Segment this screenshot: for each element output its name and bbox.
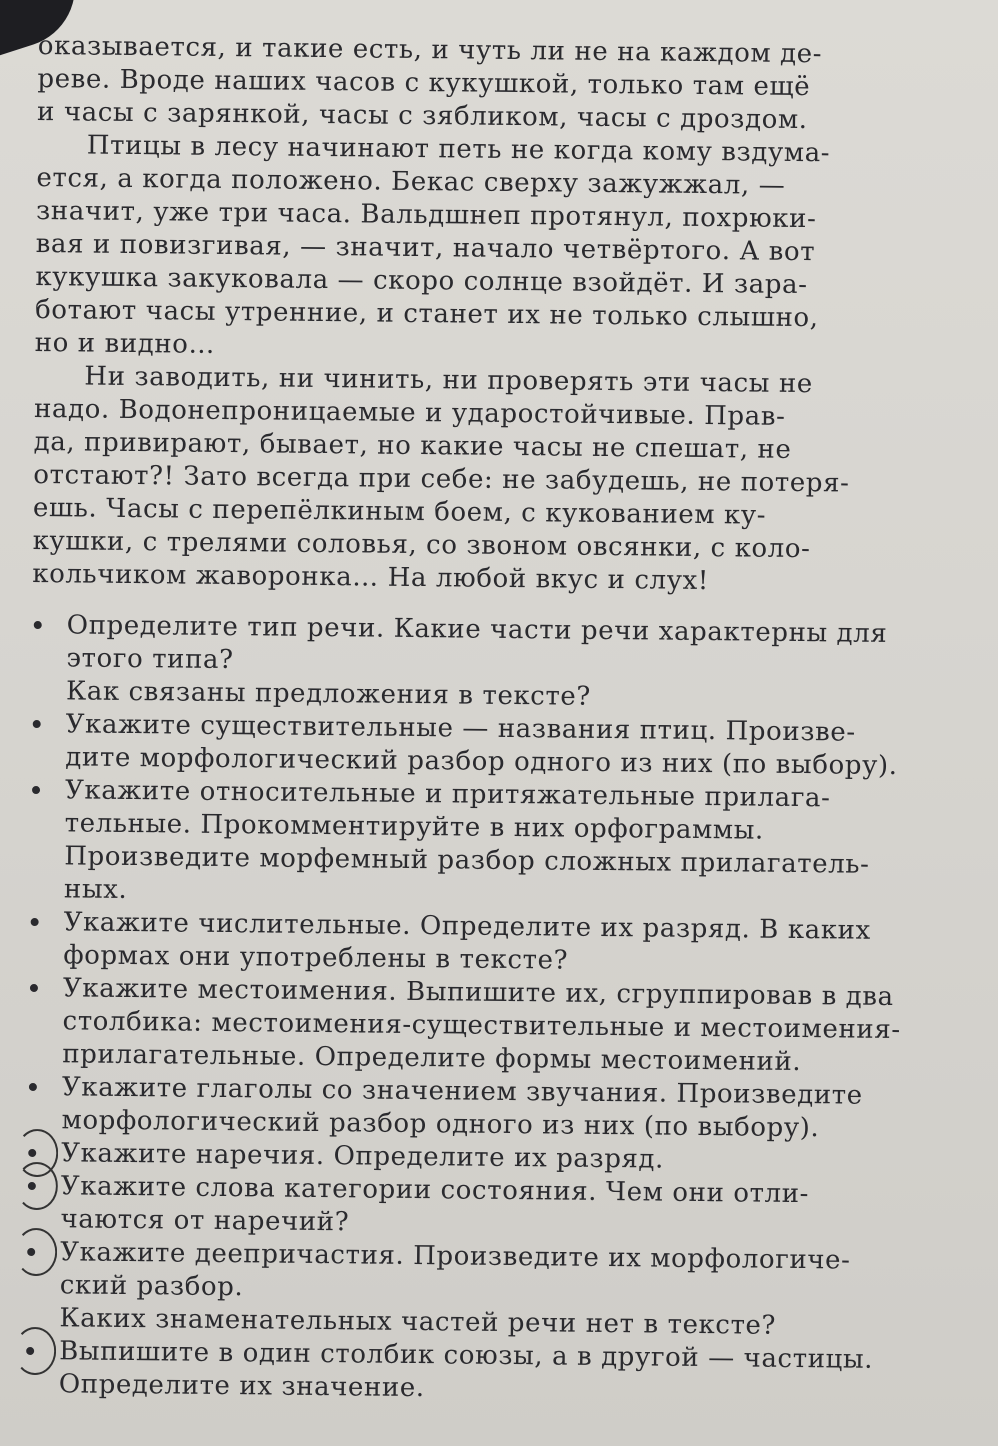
task-item	[25, 1236, 946, 1312]
task-text: ский разбор.	[59, 1270, 244, 1303]
task-text: прилагательные. Определите формы местоимений.	[62, 1039, 802, 1078]
task-text: Укажите глаголы со значением звучания. Произведите	[61, 1072, 863, 1111]
passage-line: отстают?! Зато всегда при себе: не забудешь, не потеря-	[33, 459, 850, 499]
passage-line: кушки, с трелями соловья, со звоном овсянки, с коло-	[32, 525, 811, 565]
task-item	[27, 972, 948, 1081]
passage-line: Ни заводить, ни чинить, ни проверять эти часы не	[84, 361, 814, 400]
passage-line: надо. Водонепроницаемые и ударостойчивые. Прав-	[33, 393, 786, 432]
task-text: Как связаны предложения в тексте?	[65, 676, 592, 712]
bullet-icon	[32, 786, 40, 794]
task-text: Укажите местоимения. Выпишите их, сгруппировав в два	[62, 973, 894, 1013]
task-item	[28, 906, 949, 982]
passage-line: значит, уже три часа. Вальдшнеп протянул, похрюки-	[35, 195, 817, 235]
text-block	[24, 30, 958, 1411]
passage-line: но и видно…	[34, 327, 216, 360]
task-text: Укажите слова категории состояния. Чем они отли-	[60, 1171, 810, 1210]
task-item	[31, 609, 952, 685]
task-item	[29, 840, 950, 916]
passage-line: ботают часы утренние, и станет их не только слышно,	[34, 294, 819, 334]
passage	[32, 30, 958, 601]
passage-line: ешь. Часы с перепёлкиным боем, с кукованием ку-	[32, 492, 767, 531]
task-text: Выпишите в один столбик союзы, а в другой — частицы.	[59, 1336, 874, 1375]
task-item	[24, 1335, 945, 1411]
bullet-icon	[34, 621, 42, 629]
task-item	[26, 1071, 947, 1147]
task-text: дите морфологический разбор одного из них (по выбору).	[65, 742, 898, 782]
task-text: Укажите наречия. Определите их разряд.	[61, 1138, 665, 1175]
passage-line: ется, а когда положено. Бекас сверху зажужжал, —	[36, 162, 786, 201]
task-text: тельные. Прокомментируйте в них орфограммы.	[64, 808, 765, 846]
bullet-icon	[33, 720, 41, 728]
passage-line: кукушка закуковала — скоро солнце взойдёт. И зара-	[35, 261, 808, 301]
task-text: Укажите числительные. Определите их разряд. В каких	[63, 907, 871, 946]
passage-line: вая и повизгивая, — значит, начало четвёртого. А вот	[35, 228, 816, 268]
passage-line: реве. Вроде наших часов с кукушкой, только там ещё	[37, 63, 811, 103]
task-text: Каких знаменательных частей речи нет в тексте?	[59, 1303, 777, 1341]
passage-line: и часы с зарянкой, часы с зябликом, часы с дроздом.	[36, 96, 808, 136]
passage-line: оказывается, и такие есть, и чуть ли не на каждом де-	[37, 30, 823, 70]
task-text: столбика: местоимения-существительные и местоимения-	[62, 1006, 901, 1046]
task-text: Произведите морфемный разбор сложных прилагатель-	[64, 841, 870, 880]
bullet-icon	[30, 984, 38, 992]
task-text: Укажите деепричастия. Произведите их морфологиче-	[60, 1237, 851, 1276]
task-text: Определите тип речи. Какие части речи характерны для	[66, 610, 888, 649]
task-text: формах они употреблены в тексте?	[63, 940, 569, 976]
passage-line: Птицы в лесу начинают петь не когда кому вздума-	[86, 130, 831, 169]
task-text: Укажите существительные — названия птиц. Произве-	[65, 709, 856, 748]
task-text: этого типа?	[66, 643, 234, 676]
bullet-icon	[29, 1083, 37, 1091]
task-text: ных.	[63, 874, 128, 905]
bullet-icon	[31, 918, 39, 926]
task-item	[25, 1170, 946, 1246]
passage-line: кольчиком жаворонка… На любой вкус и слух!	[32, 558, 710, 597]
task-list	[24, 609, 952, 1411]
task-item	[30, 708, 951, 784]
task-item	[30, 774, 951, 850]
task-text: Укажите относительные и притяжательные прилага-	[64, 775, 831, 814]
task-text: чаются от наречий?	[60, 1204, 350, 1238]
task-text: морфологический разбор одного из них (по выбору).	[61, 1105, 820, 1144]
task-text: Определите их значение.	[58, 1369, 425, 1404]
passage-line: да, привирают, бывает, но какие часы не спешат, не	[33, 426, 792, 465]
